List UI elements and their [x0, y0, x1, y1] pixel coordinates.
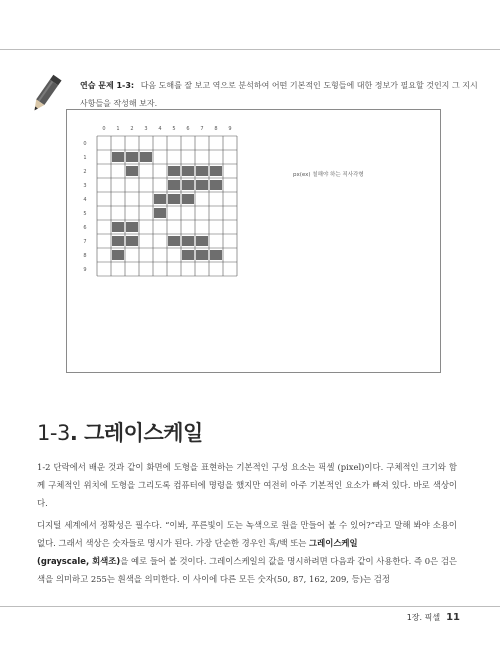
grid-row-label: 2: [83, 169, 87, 175]
grid-col-label: 8: [214, 126, 218, 132]
grid-filled-cell: [168, 180, 180, 190]
grid-filled-cell: [182, 194, 194, 204]
exercise-prompt: [80, 77, 480, 113]
grid-row-label: 5: [83, 211, 87, 217]
grid-filled-cell: [182, 180, 194, 190]
grid-filled-cell: [126, 222, 138, 232]
grid-col-label: 2: [130, 126, 134, 132]
grid-filled-cell: [154, 208, 166, 218]
grid-row-label: 3: [83, 183, 87, 189]
exercise-label: 연습 문제 1-3:: [80, 81, 135, 90]
grid-filled-cell: [182, 236, 194, 246]
page-number: 11: [446, 612, 460, 623]
grid-filled-cell: [196, 180, 208, 190]
grid-row-label: 8: [83, 253, 87, 259]
grid-filled-cell: [168, 194, 180, 204]
grid-filled-cell: [182, 250, 194, 260]
grid-filled-cell: [112, 236, 124, 246]
grid-col-label: 4: [158, 126, 162, 132]
paragraph-1: 1-2 단락에서 배운 것과 같이 화면에 도형을 표현하는 기본적인 구성 요소는 픽셀 (pixel)이다. 구체적인 크기와 함께 구체적인 위치에 도형을 그리도록 컴퓨터에 명령을 했지만 여전히 아주 기본적인 요소가 빠져 있다. 바로 색상이다.: [37, 462, 457, 508]
pencil-icon: [28, 72, 64, 116]
keyword-grayscale-en: (grayscale, 회색조): [37, 556, 121, 566]
grid-filled-cell: [112, 152, 124, 162]
grid-filled-cell: [196, 166, 208, 176]
grid-col-label: 7: [200, 126, 204, 132]
exercise-text: 다음 도해를 잘 보고 역으로 분석하여 어떤 기본적인 도형들에 대한 정보가 필요할 것인지 그 지시사항들을 작성해 보자.: [80, 81, 478, 108]
grid-col-label: 9: [228, 126, 232, 132]
top-rule: [0, 49, 500, 50]
paragraph-2: [37, 516, 457, 588]
grid-filled-cell: [154, 194, 166, 204]
page-footer: [407, 612, 460, 623]
grid-col-label: 6: [186, 126, 190, 132]
grid-filled-cell: [112, 222, 124, 232]
grid-filled-cell: [182, 166, 194, 176]
grid-row-label: 6: [83, 225, 87, 231]
grid-filled-cell: [196, 250, 208, 260]
grid-filled-cell: [168, 236, 180, 246]
grid-filled-cell: [210, 180, 222, 190]
grid-col-label: 1: [116, 126, 120, 132]
section-number: 1-3: [37, 421, 70, 445]
paragraph-2-part-b: 을 예로 들어 볼 것이다. 그레이스케일의 값을 명시하려면 다음과 같이 사용한다. 즉 0은 검은색을 의미하고 255는 흰색을 의미한다. 이 사이에 다른 모든 숫자(50, 87, 162, 209, 등)는 검정: [37, 556, 457, 584]
grid-filled-cell: [210, 166, 222, 176]
paragraph-2-part-a: 디지털 세계에서 정확성은 필수다. “이봐, 푸른빛이 도는 녹색으로 원을 만들어 볼 수 있어?”라고 말해 봐야 소용이 없다. 그래서 색상은 숫자들로 명시가 된다. 가장 단순한 경우인 흑/백 또는: [37, 520, 457, 548]
grid-row-label: 0: [83, 141, 87, 147]
grid-row-label: 1: [83, 155, 87, 161]
grid-col-label: 0: [102, 126, 106, 132]
answer-box: [66, 109, 441, 373]
pixel-grid-sketch: [67, 110, 440, 372]
section-dot: .: [69, 421, 78, 445]
grid-filled-cell: [140, 152, 152, 162]
section-title-text: 그레이스케일: [84, 421, 203, 445]
grid-col-label: 5: [172, 126, 176, 132]
section-title: [37, 417, 203, 447]
footer-chapter: 1장. 픽셀: [406, 613, 441, 622]
grid-row-label: 9: [83, 267, 87, 273]
grid-filled-cell: [168, 166, 180, 176]
grid-row-label: 4: [83, 197, 87, 203]
grid-filled-cell: [126, 152, 138, 162]
bottom-rule: [0, 606, 500, 607]
grid-annotation: px(ex) 칠해야 하는 직사각형: [293, 172, 364, 178]
grid-row-label: 7: [83, 239, 87, 245]
grid-filled-cell: [112, 250, 124, 260]
grid-col-label: 3: [144, 126, 148, 132]
grid-filled-cell: [196, 236, 208, 246]
grid-filled-cell: [126, 236, 138, 246]
grid-filled-cell: [210, 250, 222, 260]
grid-filled-cell: [126, 166, 138, 176]
keyword-grayscale: 그레이스케일: [309, 538, 358, 548]
